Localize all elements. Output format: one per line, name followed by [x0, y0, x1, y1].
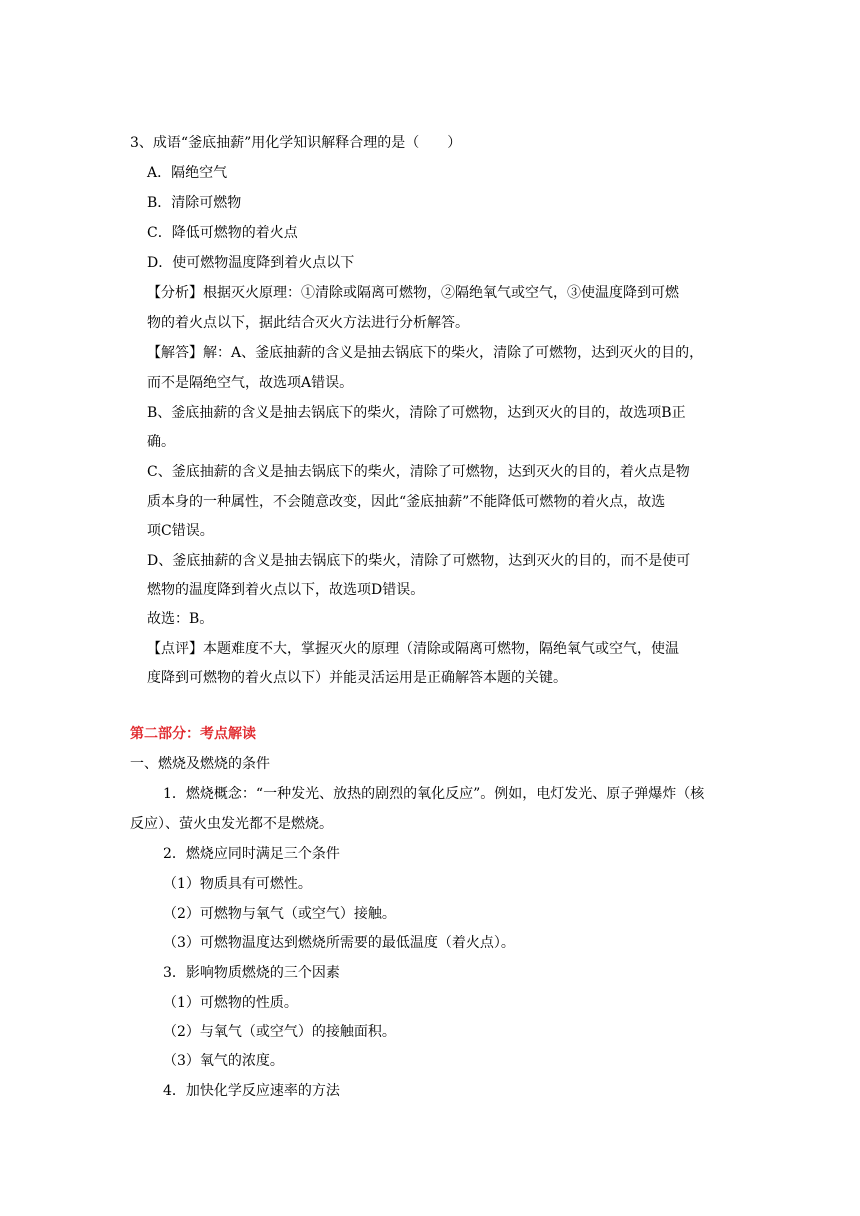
- analysis-line: 物的着火点以下，据此结合灭火方法进行分析解答。: [147, 315, 469, 331]
- answer-line: 燃物的温度降到着火点以下，故选项D错误。: [147, 582, 425, 598]
- answer-line: 【解答】解：A、釜底抽薪的含义是抽去锅底下的柴火，清除了可燃物，达到灭火的目的，: [147, 345, 704, 361]
- answer-line: 故选：B。: [147, 611, 214, 627]
- comment-line: 度降到可燃物的着火点以下）并能灵活运用是正确解答本题的关键。: [147, 670, 567, 686]
- question-stem: 3、成语“釜底抽薪”用化学知识解释合理的是（ ）: [130, 135, 462, 151]
- option-c: C．降低可燃物的着火点: [147, 225, 298, 241]
- answer-line: 而不是隔绝空气，故选项A错误。: [147, 375, 354, 391]
- paragraph-line: 1．燃烧概念：“一种发光、放热的剧烈的氧化反应”。例如，电灯发光、原子弹爆炸（核: [163, 786, 705, 802]
- list-item: （3）氧气的浓度。: [163, 1053, 284, 1069]
- list-item: （1）物质具有可燃性。: [163, 876, 312, 892]
- answer-line: 确。: [147, 434, 175, 450]
- option-d: D．使可燃物温度降到着火点以下: [147, 255, 355, 271]
- list-item: （2）与氧气（或空气）的接触面积。: [163, 1024, 396, 1040]
- answer-line: B、釜底抽薪的含义是抽去锅底下的柴火，清除了可燃物，达到灭火的目的，故选项B正: [147, 405, 686, 421]
- paragraph-line: 反应）、萤火虫发光都不是燃烧。: [130, 816, 333, 832]
- section-title: 一、燃烧及燃烧的条件: [130, 756, 270, 772]
- part2-heading: 第二部分：考点解读: [130, 726, 256, 742]
- answer-line: C、釜底抽薪的含义是抽去锅底下的柴火，清除了可燃物，达到灭火的目的，着火点是物: [147, 464, 690, 480]
- option-a: A．隔绝空气: [147, 165, 228, 181]
- analysis-line: 【分析】根据灭火原理：①清除或隔离可燃物，②隔绝氧气或空气，③使温度降到可燃: [147, 285, 679, 301]
- comment-line: 【点评】本题难度不大，掌握灭火的原理（清除或隔离可燃物，隔绝氧气或空气，使温: [147, 641, 679, 657]
- answer-line: D、釜底抽薪的含义是抽去锅底下的柴火，清除了可燃物，达到灭火的目的，而不是使可: [147, 553, 691, 569]
- list-item: （3）可燃物温度达到燃烧所需要的最低温度（着火点）。: [163, 935, 515, 951]
- item-title: 3．影响物质燃烧的三个因素: [163, 965, 340, 981]
- list-item: （2）可燃物与氧气（或空气）接触。: [163, 906, 396, 922]
- item-title: 2．燃烧应同时满足三个条件: [163, 846, 340, 862]
- item-title: 4．加快化学反应速率的方法: [163, 1083, 340, 1099]
- answer-line: 质本身的一种属性，不会随意改变，因此“釜底抽薪”不能降低可燃物的着火点，故选: [147, 494, 666, 510]
- answer-line: 项C错误。: [147, 523, 214, 539]
- option-b: B．清除可燃物: [147, 195, 242, 211]
- list-item: （1）可燃物的性质。: [163, 995, 298, 1011]
